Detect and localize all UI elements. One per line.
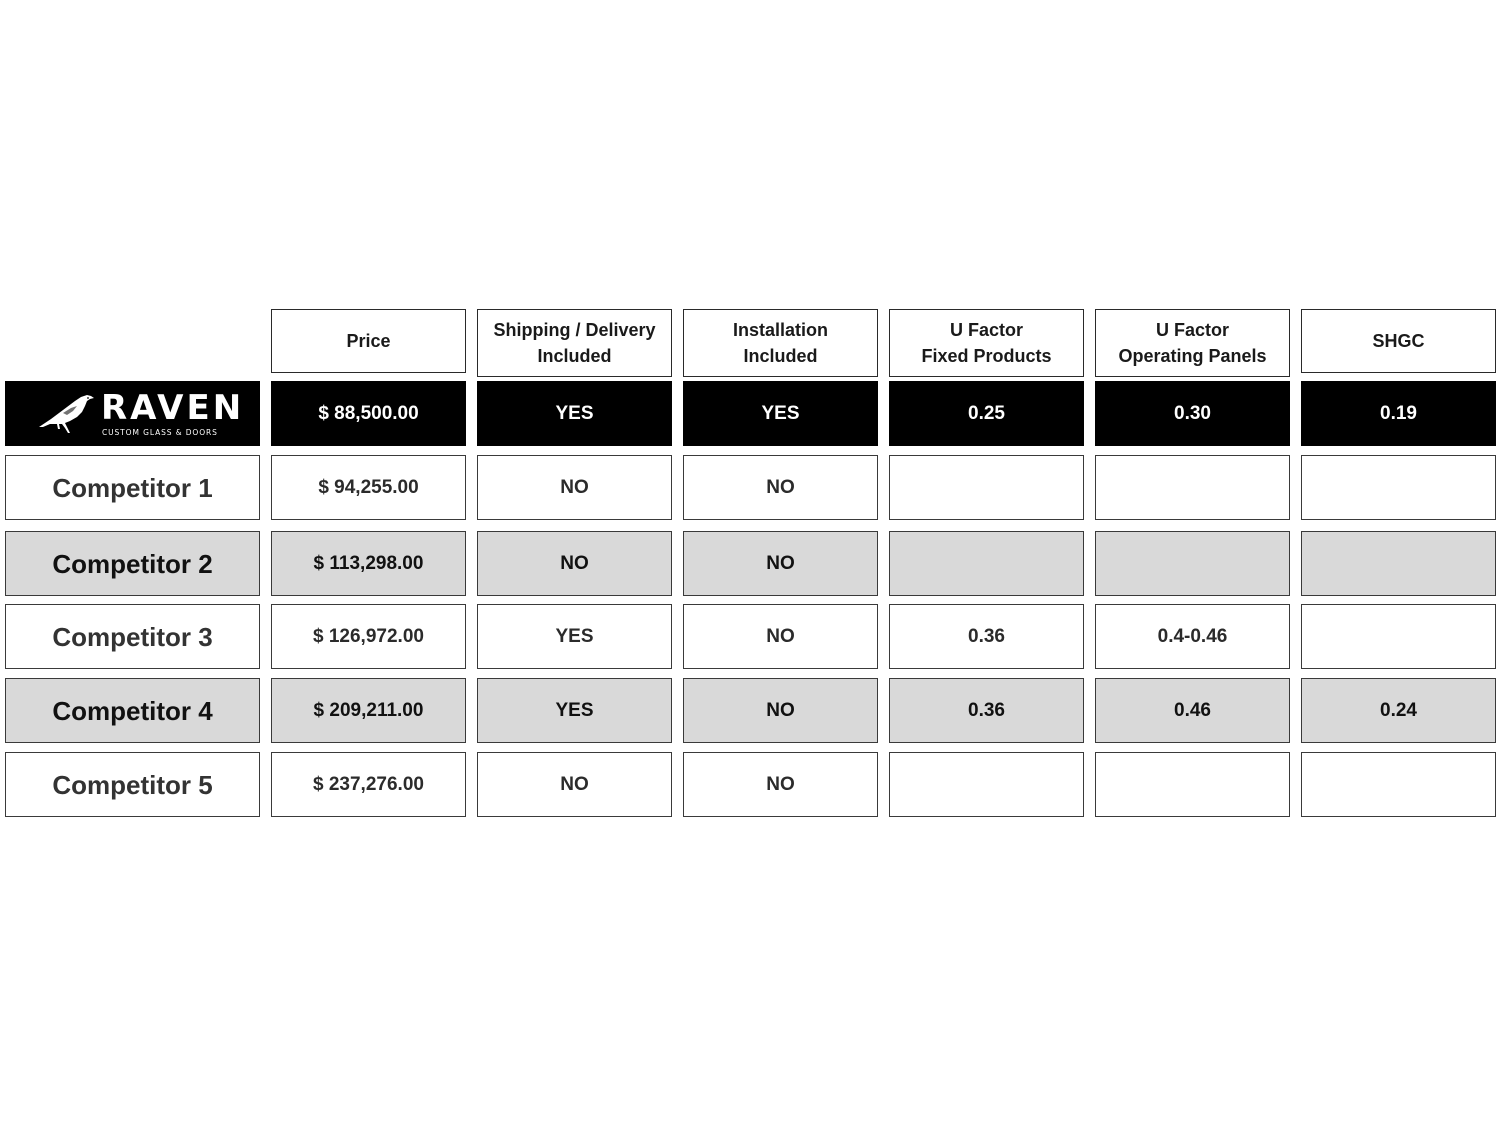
competitor-3-installation: NO: [683, 604, 878, 669]
brand-shgc: 0.19: [1301, 381, 1496, 446]
brand-ufactor-fixed: 0.25: [889, 381, 1084, 446]
competitor-2-ufactor-fixed: [889, 531, 1084, 596]
raven-logo: [5, 381, 260, 446]
competitor-4-name: Competitor 4: [5, 678, 260, 743]
competitor-1-installation: NO: [683, 455, 878, 520]
competitor-2-installation: NO: [683, 531, 878, 596]
competitor-3-name: Competitor 3: [5, 604, 260, 669]
competitor-3-price: $ 126,972.00: [271, 604, 466, 669]
competitor-3-shgc: [1301, 604, 1496, 669]
competitor-4-shipping: YES: [477, 678, 672, 743]
competitor-1-shgc: [1301, 455, 1496, 520]
header-shipping: [477, 309, 672, 377]
brand-tagline: CUSTOM GLASS & DOORS: [102, 428, 218, 437]
header-installation: [683, 309, 878, 377]
raven-bird-icon: [37, 393, 97, 435]
competitor-1-shipping: NO: [477, 455, 672, 520]
competitor-4-ufactor-fixed: 0.36: [889, 678, 1084, 743]
competitor-5-name: Competitor 5: [5, 752, 260, 817]
header-ufactor-operating: [1095, 309, 1290, 377]
header-shgc-label: SHGC: [1372, 331, 1425, 351]
competitor-2-shipping: NO: [477, 531, 672, 596]
competitor-4-ufactor-operating: 0.46: [1095, 678, 1290, 743]
competitor-1-name: Competitor 1: [5, 455, 260, 520]
competitor-4-installation: NO: [683, 678, 878, 743]
competitor-4-price: $ 209,211.00: [271, 678, 466, 743]
header-shgc: [1301, 309, 1496, 373]
brand-shipping: YES: [477, 381, 672, 446]
competitor-5-installation: NO: [683, 752, 878, 817]
header-price: [271, 309, 466, 373]
competitor-5-shgc: [1301, 752, 1496, 817]
competitor-4-shgc: 0.24: [1301, 678, 1496, 743]
header-ufactor-fixed-label: U Factor Fixed Products: [921, 320, 1052, 366]
brand-ufactor-operating: 0.30: [1095, 381, 1290, 446]
header-ufactor-operating-label: U Factor Operating Panels: [1118, 320, 1267, 366]
header-installation-label: Installation Included: [732, 320, 828, 366]
competitor-5-ufactor-operating: [1095, 752, 1290, 817]
competitor-2-name: Competitor 2: [5, 531, 260, 596]
competitor-3-ufactor-operating: 0.4-0.46: [1095, 604, 1290, 669]
competitor-1-ufactor-fixed: [889, 455, 1084, 520]
header-price-label: Price: [346, 331, 391, 351]
competitor-5-shipping: NO: [477, 752, 672, 817]
competitor-1-price: $ 94,255.00: [271, 455, 466, 520]
header-shipping-label: Shipping / Delivery Included: [493, 320, 656, 366]
competitor-2-ufactor-operating: [1095, 531, 1290, 596]
competitor-5-ufactor-fixed: [889, 752, 1084, 817]
competitor-5-price: $ 237,276.00: [271, 752, 466, 817]
competitor-3-ufactor-fixed: 0.36: [889, 604, 1084, 669]
brand-installation: YES: [683, 381, 878, 446]
competitor-3-shipping: YES: [477, 604, 672, 669]
brand-price: $ 88,500.00: [271, 381, 466, 446]
competitor-2-price: $ 113,298.00: [271, 531, 466, 596]
header-ufactor-fixed: [889, 309, 1084, 377]
competitor-2-shgc: [1301, 531, 1496, 596]
competitor-1-ufactor-operating: [1095, 455, 1290, 520]
brand-name: RAVEN: [101, 388, 245, 428]
